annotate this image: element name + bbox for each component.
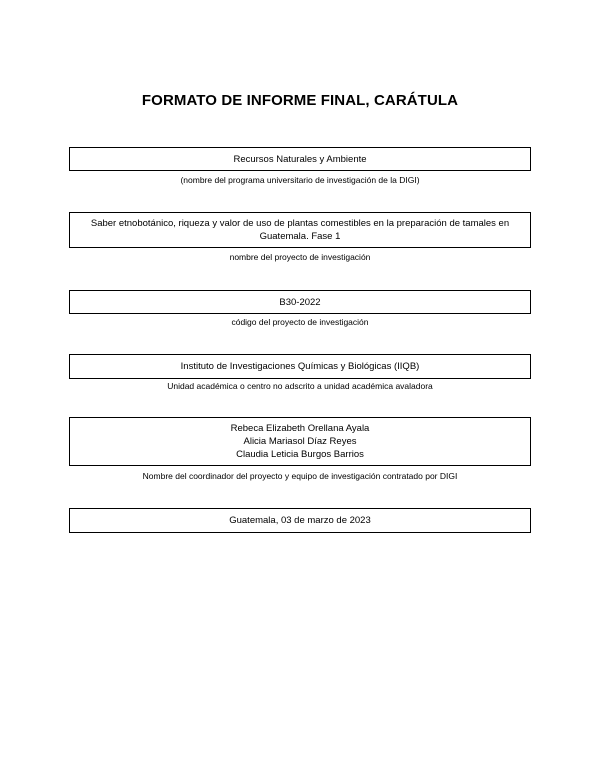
program-name: Recursos Naturales y Ambiente <box>233 153 367 165</box>
academic-unit-caption: Unidad académica o centro no adscrito a unidad académica avaladora <box>167 381 433 391</box>
project-code-caption: código del proyecto de investigación <box>231 317 369 327</box>
document-date: Guatemala, 03 de marzo de 2023 <box>229 515 371 526</box>
project-name-caption: nombre del proyecto de investigación <box>229 252 371 262</box>
team-member: Alicia Mariasol Díaz Reyes <box>243 436 357 447</box>
academic-unit: Instituto de Investigaciones Químicas y Biológicas (IIQB) <box>180 361 420 372</box>
academic-unit-box <box>69 354 531 379</box>
team-member: Claudia Leticia Burgos Barrios <box>236 449 364 460</box>
team-caption: Nombre del coordinador del proyecto y equipo de investigación contratado por DIGI <box>142 471 458 481</box>
project-code-box <box>69 290 531 314</box>
team-box <box>69 417 531 466</box>
project-name: Saber etnobotánico, riqueza y valor de uso de plantas comestibles en la preparación de tamales en Guatemala. Fase 1 <box>90 218 510 242</box>
project-name-box <box>69 212 531 248</box>
team-member: Rebeca Elizabeth Orellana Ayala <box>230 423 370 434</box>
project-code: B30-2022 <box>279 296 321 308</box>
program-name-caption: (nombre del programa universitario de investigación de la DIGI) <box>180 175 420 185</box>
program-name-box <box>69 147 531 171</box>
date-box <box>69 508 531 533</box>
page-title: FORMATO DE INFORME FINAL, CARÁTULA <box>141 92 459 109</box>
